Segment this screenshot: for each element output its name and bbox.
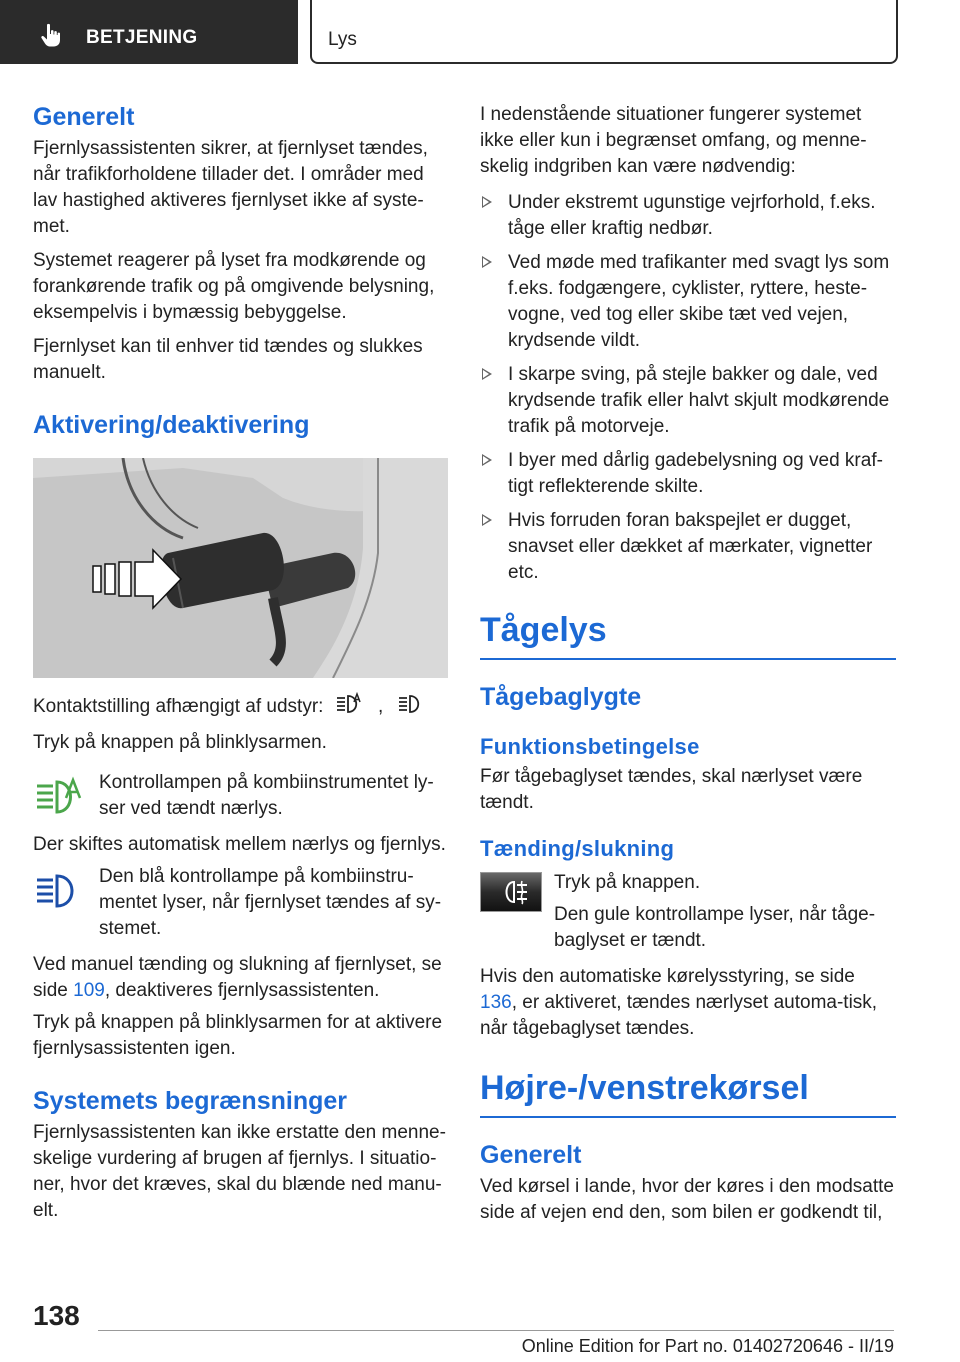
footer-divider bbox=[98, 1330, 894, 1331]
high-beam-icon bbox=[33, 870, 85, 910]
heading-generelt-2: Generelt bbox=[480, 1141, 582, 1169]
fog-button-note: Tryk på knappen. Den gule kontrollampe lyser, når tåge-baglyset er tændt. bbox=[480, 870, 896, 954]
list-item: I byer med dårlig gadebelysning og ved kraf-tigt reflekterende skilte. bbox=[480, 448, 896, 500]
page-link[interactable]: 136 bbox=[480, 992, 512, 1013]
high-beam-icon bbox=[397, 692, 423, 716]
indicator-note: Kontrollampen på kombiinstrumentet ly-ser ved tændt nærlys. bbox=[33, 770, 448, 822]
chapter-label: Lys bbox=[328, 29, 357, 50]
auto-high-beam-icon bbox=[33, 776, 85, 816]
bullet-triangle-icon bbox=[482, 514, 492, 526]
bullet-triangle-icon bbox=[482, 454, 492, 466]
left-column bbox=[33, 100, 448, 1224]
paragraph: Fjernlyset kan til enhver tid tændes og slukkes manuelt. bbox=[33, 336, 423, 383]
rear-fog-light-icon[interactable] bbox=[480, 872, 542, 912]
paragraph: I nedenstående situationer fungerer systemet ikke eller kun i begrænset omfang, og menne-skelig indgriben kan være nødvendig: bbox=[480, 104, 867, 177]
heading-taending: Tænding/slukning bbox=[480, 836, 675, 861]
limitations-list bbox=[480, 190, 896, 586]
paragraph: Der skiftes automatisk mellem nærlys og fjernlys. bbox=[33, 834, 446, 855]
chapter-tab bbox=[310, 0, 898, 64]
paragraph: Fjernlysassistenten sikrer, at fjernlyset tændes, når trafikforholdene tillader det. I områder med lav hastighed aktiveres fjernlyset ikke af syste-met. bbox=[33, 138, 428, 237]
list-item: Ved møde med trafikanter med svagt lys som f.eks. fodgængere, cyklister, ryttere, heste-vogne, ved tog eller skibe tæt ved vejen, krydsende vildt. bbox=[480, 250, 896, 354]
paragraph: Hvis den automatiske kørelysstyring, se side 136, er aktiveret, tændes nærlyset automa-tisk, når tågebaglyset tændes. bbox=[480, 966, 878, 1039]
heading-hoejre-venstrekoersel: Højre-/venstrekørsel bbox=[480, 1069, 809, 1107]
paragraph: Ved kørsel i lande, hvor der køres i den modsatte side af vejen end den, som bilen er godkendt til, bbox=[480, 1176, 894, 1223]
list-item: I skarpe sving, på stejle bakker og dale, ved krydsende trafik eller halvt skjult modkørende trafik på motorveje. bbox=[480, 362, 896, 440]
heading-begraensninger: Systemets begrænsninger bbox=[33, 1087, 347, 1115]
list-item: Hvis forruden foran bakspejlet er dugget, snavset eller dækket af mærkater, vignetter etc. bbox=[480, 508, 896, 586]
right-column bbox=[480, 100, 896, 1226]
heading-rule bbox=[480, 1116, 896, 1118]
indicator-note: Den blå kontrollampe på kombiinstru-mentet lyser, når fjernlyset tændes af sy-stemet. bbox=[33, 864, 448, 942]
bullet-triangle-icon bbox=[482, 256, 492, 268]
paragraph: Ved manuel tænding og slukning af fjernlyset, se side 109, deaktiveres fjernlysassistenten. bbox=[33, 954, 442, 1001]
heading-generelt: Generelt bbox=[33, 103, 135, 131]
page-link[interactable]: 109 bbox=[73, 980, 105, 1001]
bullet-triangle-icon bbox=[482, 196, 492, 208]
bullet-triangle-icon bbox=[482, 368, 492, 380]
list-item: Under ekstremt ugunstige vejrforhold, f.eks. tåge eller kraftig nedbør. bbox=[480, 190, 896, 242]
section-tab bbox=[0, 0, 298, 64]
stalk-button-illustration bbox=[33, 458, 448, 678]
auto-high-beam-icon bbox=[335, 692, 365, 716]
edition-text: Online Edition for Part no. 01402720646 - II/19 bbox=[521, 1336, 894, 1356]
paragraph: Fjernlysassistenten kan ikke erstatte den menne-skelige vurdering af brugen af fjernlys. I situatio-ner, hvor det kræves, skal du blænde ned manu-elt. bbox=[33, 1122, 446, 1221]
paragraph: Systemet reagerer på lyset fra modkørende og forankørende trafik og på omgivende belysning, eksempelvis i bymæssig bebyggelse. bbox=[33, 250, 435, 323]
heading-taagelys: Tågelys bbox=[480, 611, 607, 649]
section-label: BETJENING bbox=[86, 27, 198, 48]
contact-position-text: Kontaktstilling afhængigt af udstyr: , bbox=[33, 692, 448, 720]
heading-aktivering: Aktivering/deaktivering bbox=[33, 411, 310, 439]
hand-pointer-icon bbox=[38, 22, 64, 48]
paragraph: Tryk på knappen på blinklysarmen. bbox=[33, 732, 327, 753]
paragraph: Tryk på knappen på blinklysarmen for at aktivere fjernlysassistenten igen. bbox=[33, 1012, 443, 1059]
paragraph: Før tågebaglyset tændes, skal nærlyset være tændt. bbox=[480, 766, 863, 813]
heading-rule bbox=[480, 658, 896, 660]
heading-funktionsbetingelse: Funktionsbetingelse bbox=[480, 734, 700, 759]
heading-taagebaglygte: Tågebaglygte bbox=[480, 683, 642, 711]
page-number: 138 bbox=[33, 1300, 80, 1331]
